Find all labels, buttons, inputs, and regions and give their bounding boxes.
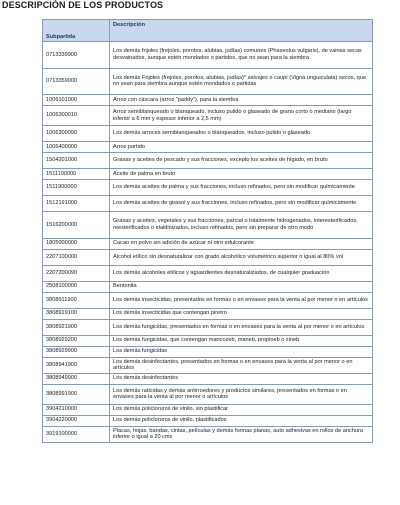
- table-row: [43, 212, 373, 239]
- page-title: DESCRIPCIÓN DE LOS PRODUCTOS: [2, 0, 164, 10]
- subpartida-cell: 1006300090: [43, 126, 110, 142]
- subpartida-cell: 1504201000: [43, 153, 110, 169]
- table-row: [43, 384, 373, 404]
- subpartida-cell: 3904220000: [43, 415, 110, 426]
- descripcion-cell: Los demás insecticidas, presentados en formas o en envases para la venta al por menor o en artículos: [110, 292, 373, 308]
- subpartida-cell: 3904210000: [43, 404, 110, 415]
- subpartida-cell: 1006400000: [43, 142, 110, 153]
- descripcion-cell: Los demás desinfectantes: [110, 373, 373, 384]
- products-table: [42, 19, 373, 443]
- descripcion-cell: Los demás raticidas y demás antirroedores y productos similares, presentados en formas o en envases para la venta al por menor o artículos: [110, 384, 373, 404]
- subpartida-cell: 1006101000: [43, 95, 110, 106]
- table-row: [43, 68, 373, 95]
- table-row: [43, 319, 373, 335]
- table-row: [43, 238, 373, 249]
- subpartida-cell: 3808911900: [43, 292, 110, 308]
- subpartida-cell: 3808921900: [43, 319, 110, 335]
- table-row: [43, 357, 373, 373]
- subpartida-cell: 2207200090: [43, 265, 110, 281]
- table-row: [43, 415, 373, 426]
- descripcion-cell: Los demás policloruros de vinilo, plastificados: [110, 415, 373, 426]
- subpartida-cell: 3808941900: [43, 357, 110, 373]
- table-row: [43, 126, 373, 142]
- subpartida-cell: 3808929900: [43, 346, 110, 357]
- descripcion-cell: Arroz partido: [110, 142, 373, 153]
- table-header-row: [43, 20, 373, 42]
- subpartida-cell: 3808919100: [43, 308, 110, 319]
- table-row: [43, 180, 373, 196]
- descripcion-cell: Los demás fungicidas, presentados en formas o en envases para la venta al por menor o en artículos: [110, 319, 373, 335]
- subpartida-cell: 3919100000: [43, 426, 110, 442]
- descripcion-cell: Los demás insecticidas que contengan piretro: [110, 308, 373, 319]
- subpartida-cell: 2207100000: [43, 249, 110, 265]
- table-row: [43, 404, 373, 415]
- subpartida-cell: 1511900000: [43, 180, 110, 196]
- descripcion-cell: Los demás Frijoles (frejoles, porotos, alubias, judías)* salvajes o caupí (Vigna unguiculata) secos, que no sean para siembra aunque estén mondados o partidas: [110, 68, 373, 95]
- descripcion-cell: Los demás desinfectantes, presentados en formas o en envases para la venta al por menor o en artículos: [110, 357, 373, 373]
- table-row: [43, 346, 373, 357]
- table-row: [43, 153, 373, 169]
- descripcion-cell: Los demás arroces semiblanqueados o blanqueados, incluso pulido o glaseado: [110, 126, 373, 142]
- descripcion-cell: Los demás frijoles (frejoles, porotos, alubias, judías) comunes (Phaseolus vulgaris), de vainas secas desvainados, aunque estén mondados o partidos, que no sean para la siembra: [110, 42, 373, 69]
- descripcion-cell: Grasas y aceites de pescado y sus fracciones, excepto los aceites de hígado, en bruto: [110, 153, 373, 169]
- descripcion-cell: Los demás aceites de palma y sus fracciones, incluso refinados, pero sin modificar químicamente: [110, 180, 373, 196]
- subpartida-cell: 1512191000: [43, 196, 110, 212]
- header-subpartida: Subpartida: [43, 20, 110, 42]
- table-row: [43, 281, 373, 292]
- descripcion-cell: Placas, hojas, bandas, cintas, películas y demás formas planas, auto adhesivas en rollos de anchura inferior o igual a 20 cms: [110, 426, 373, 442]
- descripcion-cell: Aceite de palma en bruto: [110, 169, 373, 180]
- table-row: [43, 106, 373, 126]
- subpartida-cell: 3808929200: [43, 335, 110, 346]
- descripcion-cell: Alcohol etílico sin desnaturalizar con grado alcohólico volumétrico superior o igual al 80% vol: [110, 249, 373, 265]
- subpartida-cell: 3808949900: [43, 373, 110, 384]
- subpartida-cell: 1511100000: [43, 169, 110, 180]
- table-row: [43, 95, 373, 106]
- descripcion-cell: Arroz con cáscara (arroz "paddy"), para la siembra: [110, 95, 373, 106]
- table-row: [43, 42, 373, 69]
- table-row: [43, 308, 373, 319]
- header-descripcion: Descripción: [110, 20, 373, 42]
- table-row: [43, 292, 373, 308]
- subpartida-cell: 1805000000: [43, 238, 110, 249]
- table-row: [43, 249, 373, 265]
- subpartida-cell: 3808991900: [43, 384, 110, 404]
- table-row: [43, 265, 373, 281]
- descripcion-cell: Cacao en polvo sin adición de azúcar ni otro edulcorante: [110, 238, 373, 249]
- table-row: [43, 196, 373, 212]
- descripcion-cell: Los demás alcoholes etílicos y aguardientes desnaturalizados, de cualquier graduación: [110, 265, 373, 281]
- descripcion-cell: Arroz semiblanqueado o blanqueado, incluso pulido o glaseado de grano corto o mediano (largo inferior a 6 mm y espesor inferior a 2,5 mm): [110, 106, 373, 126]
- descripcion-cell: Los demás fungicidas: [110, 346, 373, 357]
- descripcion-cell: Los demás aceites de girasol y sus fracciones, incluso refinados, pero sin modificar químicamente: [110, 196, 373, 212]
- subpartida-cell: 2508100000: [43, 281, 110, 292]
- table-row: [43, 373, 373, 384]
- table-row: [43, 142, 373, 153]
- descripcion-cell: Grasas y aceites, vegetales y sus fracciones, parcial o totalmente hidrogenados, interesterificados, reesterificados o elaidinizados, incluso refinados, pero sin preparar de otro modo: [110, 212, 373, 239]
- descripcion-cell: Los demás fungicidas, que contengan mancozeb, maneb, propineb o zineb: [110, 335, 373, 346]
- subpartida-cell: 1516200000: [43, 212, 110, 239]
- subpartida-cell: 0713359000: [43, 68, 110, 95]
- table-row: [43, 426, 373, 442]
- subpartida-cell: 0713339900: [43, 42, 110, 69]
- subpartida-cell: 1006300010: [43, 106, 110, 126]
- table-row: [43, 169, 373, 180]
- descripcion-cell: Bentonita: [110, 281, 373, 292]
- table-row: [43, 335, 373, 346]
- descripcion-cell: Los demás policloruros de vinilo, sin plastificar: [110, 404, 373, 415]
